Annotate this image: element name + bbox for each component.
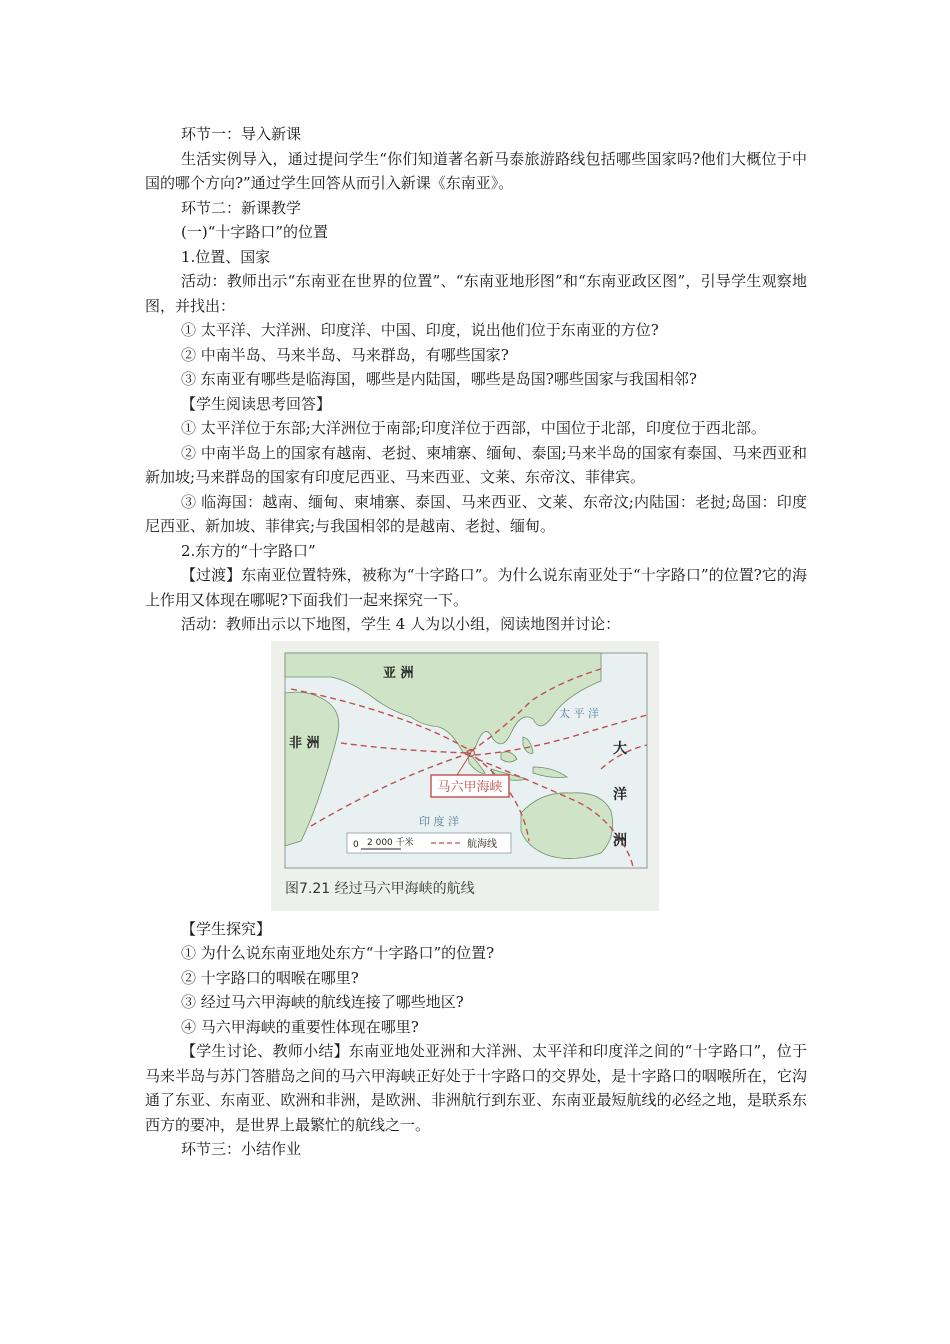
africa-label: 非 洲 [289,735,320,751]
list-item: ① 为什么说东南亚地处东方“十字路口”的位置? [181,944,495,962]
list-item: ② 十字路口的咽喉在哪里? [181,968,359,987]
oceania-label-2: 洋 [613,786,627,803]
list-item: ② 中南半岛、马来半岛、马来群岛，有哪些国家? [181,345,509,364]
route-legend-label: 航海线 [467,838,497,850]
map-graphic [271,641,659,911]
paragraph: 【学生讨论、教师小结】东南亚地处亚洲和大洋洲、太平洋和印度洋之间的“十字路口”，位于马来半岛与苏门答腊岛之间的马六甲海峡正好处于十字路口的交界处，是十字路口的咽喉所在，它沟通了东亚、东南亚、欧洲和非洲，是欧洲、非洲航行到东亚、东南亚最短航线的必经之地，是联系东西方的要冲，是世界上最繁忙的航线之一。 [145,1042,807,1134]
list-item: ② 中南半岛上的国家有越南、老挝、柬埔寨、缅甸、泰国;马来半岛的国家有泰国、马来西亚和新加坡;马来群岛的国家有印度尼西亚、马来西亚、文莱、东帝汶、菲律宾。 [145,443,807,486]
paragraph: 活动：教师出示“东南亚在世界的位置”、“东南亚地形图”和“东南亚政区图”，引导学生观察地图，并找出： [145,272,807,315]
indian-ocean-label: 印 度 洋 [419,814,459,828]
malacca-route-map [271,641,659,911]
paragraph: 【学生阅读思考回答】 [181,394,332,413]
list-item: ③ 临海国：越南、缅甸、柬埔寨、泰国、马来西亚、文莱、东帝汶;内陆国：老挝;岛国：印度尼西亚、新加坡、菲律宾;与我国相邻的是越南、老挝、缅甸。 [145,492,807,535]
list-item: ④ 马六甲海峡的重要性体现在哪里? [181,1017,419,1036]
list-item: ③ 东南亚有哪些是临海国，哪些是内陆国，哪些是岛国?哪些国家与我国相邻? [181,370,697,388]
scale-label: 2 000 千米 [367,837,414,848]
paragraph: 【学生探究】 [181,919,272,938]
section-heading-3: 环节三：小结作业 [181,1140,302,1158]
section-heading-2: 环节二：新课教学 [181,198,302,217]
australia-land [521,792,613,858]
pacific-label: 太 平 洋 [559,706,599,720]
oceania-label-3: 洲 [613,832,627,849]
list-item: ① 太平洋位于东部;大洋洲位于南部;印度洋位于西部，中国位于北部，印度位于西北部。 [181,419,766,437]
section-heading-1: 环节一：导入新课 [181,125,302,143]
paragraph: 生活实例导入，通过提问学生“你们知道著名新马泰旅游路线包括哪些国家吗?他们大概位于中国的哪个方向?”通过学生回答从而引入新课《东南亚》。 [145,149,807,192]
oceania-label-1: 大 [613,740,627,757]
scale-zero: 0 [353,839,359,850]
map-caption: 图7.21 经过马六甲海峡的航线 [285,880,475,897]
paragraph: 【过渡】东南亚位置特殊，被称为“十字路口”。为什么说东南亚处于“十字路口”的位置?它的海上作用又体现在哪呢?下面我们一起来探究一下。 [145,566,807,609]
subheading: (一)“十字路口”的位置 [181,223,329,241]
list-item: ① 太平洋、大洋洲、印度洋、中国、印度，说出他们位于东南亚的方位? [181,321,659,339]
subheading: 1.位置、国家 [181,247,271,266]
paragraph: 活动：教师出示以下地图，学生 4 人为以小组，阅读地图并讨论： [181,615,621,633]
asia-label: 亚 洲 [383,665,414,681]
document-body [145,122,807,1162]
strait-label: 马六甲海峡 [437,779,503,795]
subheading: 2.东方的“十字路口” [181,541,316,560]
list-item: ③ 经过马六甲海峡的航线连接了哪些地区? [181,993,464,1011]
